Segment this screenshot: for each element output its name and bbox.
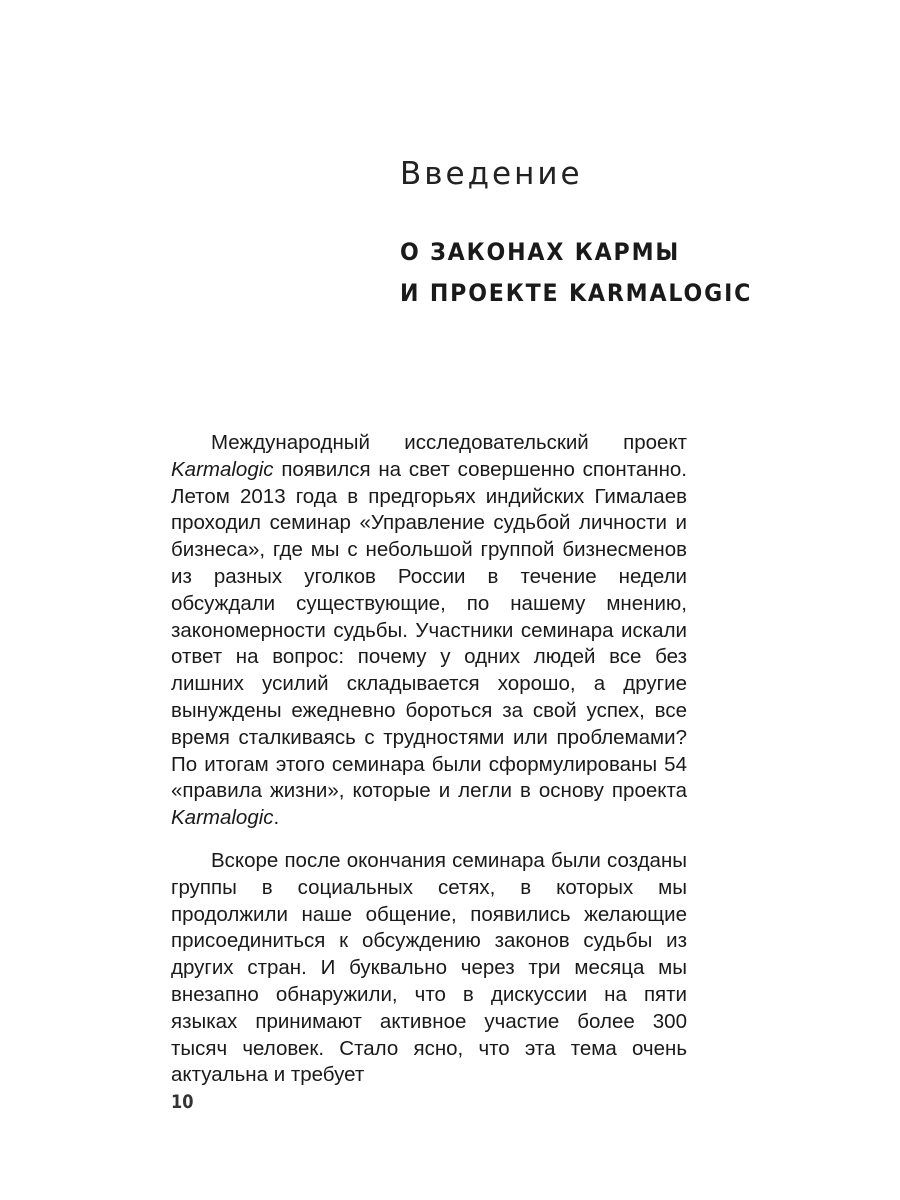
project-name-italic: Karmalogic [171, 457, 274, 481]
chapter-title-line-2: И ПРОЕКТЕ KARMALOGIC [400, 279, 753, 307]
project-name-italic: Karmalogic [171, 806, 274, 830]
section-label: Введение [400, 156, 583, 192]
paragraph-2: Вскоре после окончания семинара были созданы группы в социальных сетях, в которых мы продолжили наше общение, появились желающие присоединиться к обсуждению законов судьбы из других стран. И буквально через три месяца мы внезапно обнаружили, что в дискуссии на пяти языках принимают активное участие более 300 тысяч человек. Стало ясно, что эта тема очень актуальна и требует [171, 848, 687, 1087]
paragraph-1 [171, 430, 687, 832]
chapter-title [400, 232, 752, 314]
paragraph-1-text-middle: появился на свет совершенно спонтанно. Летом 2013 года в предгорьях индийских Гималаев проходил семинар «Управление судьбой личности и бизнеса», где мы с небольшой группой бизнесменов из разных уголков России в течение недели обсуждали существующие, по нашему мнению, закономерности судьбы. Участники семинара искали ответ на вопрос: почему у одних людей все без лишних усилий складывается хорошо, а другие вынуждены ежедневно бороться за свой успех, все время сталкиваясь с трудностями или проблемами? По итогам этого семинара были сформулированы 54 «правила жизни», которые и легли в основу проекта [171, 457, 687, 803]
chapter-title-line-1: О ЗАКОНАХ КАРМЫ [400, 238, 681, 266]
paragraph-1-text-start: Международный исследовательский проект [211, 431, 687, 454]
page-number: 10 [171, 1091, 194, 1113]
paragraph-1-text-end: . [273, 806, 280, 830]
body-text [171, 430, 687, 1089]
